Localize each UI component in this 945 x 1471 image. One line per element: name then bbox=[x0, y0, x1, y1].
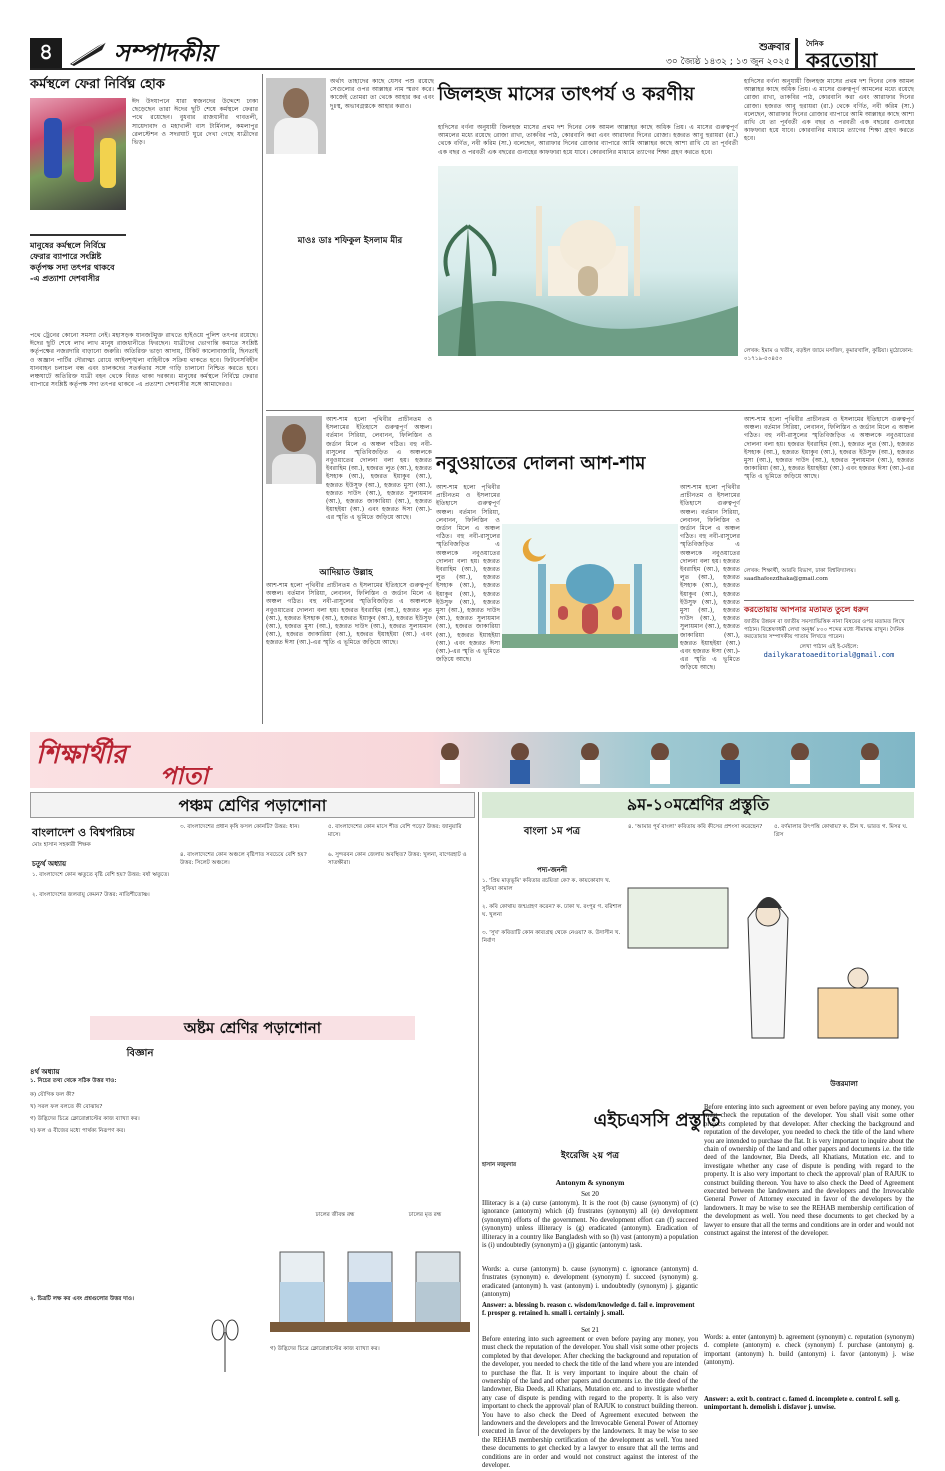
class8-item3: খ) সরল ফল বলতে কী বোঝায়? bbox=[30, 1104, 103, 1110]
col-divider bbox=[262, 74, 263, 724]
banner-photo bbox=[410, 736, 910, 784]
article2-body: আশ-শাম হলো পৃথিবীর প্রাচীনতম ও ইসলামের ইতিহাসে গুরুত্বপূর্ণ অঞ্চল। বর্তমান সিরিয়া, লেবানন, ফিলিস্তিন ও জর্ডান মিলে এ অঞ্চল গঠিত। বহু নবী-রাসুলের স্মৃতিবিজড়িত এ অঞ্চলকে নবুওয়াতের দোলনা বলা হয়। হজরত ইবরাহিম (আ.), হজরত লুত (আ.), হজরত ইসহাক (আ.), হজরত ইয়াকুব (আ.), হজরত ইউসুফ (আ.), হজরত মুসা (আ.), হজরত দাউদ (আ.), হজরত সুলায়মান (আ.), হজরত জাকারিয়া (আ.), হজরত ইয়াহইয়া (আ.) এবং হজরত ঈসা (আ.)-এর স্মৃতি এ ভূমিতে জড়িয়ে আছে। bbox=[326, 416, 432, 522]
notice-email-label: লেখা পাঠান এই ই-মেইলে: bbox=[799, 643, 859, 650]
banner-line2: পাতা bbox=[160, 762, 209, 790]
hsc-title: এইচএসসি প্রস্তুতি bbox=[593, 1110, 721, 1131]
hsc-answer2: Answer: a. exit b. contract c. famed d. incomplete e. control f. sell g. unimportant h. demolish i. disfavor j. unwise. bbox=[704, 1396, 900, 1412]
class9-q2: ২. কবি কোথায় জন্মগ্রহণ করেন? ক. ঢাকা খ. রংপুর গ. বরিশাল ঘ. খুলনা bbox=[482, 904, 622, 918]
notice-body: জাতীয় উন্নয়ন বা জাতীয় সমস্যাভিত্তিক নানা বিষয়ের ওপর মতামত লিখে পাঠান। বিশ্লেষণধর্মী লেখা অনূর্ধ্ব ৮০০ শব্দের মধ্যে সীমাবদ্ধ রাখুন। দৈনিক করতোয়ার সম্পাদকীয় পাতায় লিখতে পারেন। bbox=[744, 619, 905, 641]
article-intro: অর্থাৎ তাহাদের কাছে যেসব পশু রয়েছে সেগুলোর ওপর আল্লাহর নাম স্মরণ করে। কাজেই তোমরা তা থেকে আহার কর এবং দুঃস্থ, অভাবগ্রস্তকে আহার করাও। bbox=[330, 78, 434, 110]
class8-item2: ক) যৌগিক ফল কী? bbox=[30, 1092, 75, 1098]
student-banner bbox=[30, 732, 915, 788]
beaker-label-1: ঢালের জীবন্ত রন্ধ bbox=[315, 1212, 355, 1218]
hsc-set2: Set 21 bbox=[581, 1326, 599, 1334]
article-footer: লেখক: ইমাম ও খতীব, বড়ইল জামে মসজিদ, কুমারখালি, কুষ্টিয়া। মুঠোফোন: ০১৭১৯-৫৩৪৫৩ bbox=[744, 348, 913, 362]
hsc-text2-left: Before entering into such agreement or even before paying any money, you must check the reputation of the developer. You shall visit some other projects completed by that developer. After checking the background and reputation of the developer, you needed to check the title of the land where you are intended to purchase the flat. It is very important to inquire about the chain of ownership of the land and other papers and documents i.e. the title deed of the landowner, Bia Deeds, all Khatians, Mutation etc. and to investigate whether any case of dispute is pending with regard to the property. It is also very important to check the approval/ plan of RAJUK to construct building thereon. You have to also check the Deed of Agreement executed between the landowners and the developers and the Irrevocable General Power of Attorney executed in favor of the developers by the landowners. It may be wise to see the REHAB membership certification of the development as well. You need these documents to get checked by a lawyer to ensure that all the terms and conditions are in order and would not construct against the interest of the developer. bbox=[482, 1336, 698, 1470]
class9-q1: ১. 'প্রিয় মাতৃভূমি' কবিতার রচয়িতা কে? ক. কায়কোবাদ খ. সুফিয়া কামাল bbox=[482, 878, 611, 892]
class8-item1: ১. নিচের তথ্য থেকে সঠিক উত্তর দাও: bbox=[30, 1078, 117, 1084]
class9-q3: ৩. 'সুখ' কবিতাটি কোন কাব্যগ্রন্থ থেকে নেওয়া? ক. উদাসীন খ. নির্বাণ bbox=[482, 930, 621, 944]
hsc-topic: Antonym & synonym bbox=[555, 1178, 625, 1187]
class5-q6: ৬. সুন্দরবন কোন জেলায় অবস্থিত? উত্তর: খুলনা, বাগেরহাট ও সাতক্ষীরা। bbox=[328, 852, 467, 866]
article-zilhaj bbox=[266, 74, 914, 368]
class8-item4: গ) উদ্ভিদের চিত্রে ক্লোরোপ্লাস্টের কাজ ব্যাখ্যা কর। bbox=[30, 1116, 140, 1122]
class8-title: অষ্টম শ্রেণির পড়াশোনা bbox=[90, 1016, 415, 1040]
hsc-set1: Set 20 bbox=[581, 1190, 599, 1198]
flower-diagram bbox=[200, 1312, 250, 1372]
class9-title: ৯ম-১০মশ্রেণির প্রস্তুতি bbox=[482, 792, 914, 818]
class9-section bbox=[482, 792, 914, 1102]
class9-subject: বাংলা ১ম পত্র bbox=[523, 826, 581, 837]
masthead-name: করতোয়া bbox=[806, 48, 878, 72]
hsc-text2: Before entering into such agreement or even before paying any money, you must check the reputation of the developer. You shall visit some other projects completed by that developer. After checking the background and reputation of the developer, you needed to check the title of the land where you are intended to purchase the flat. It is very important to inquire about the chain of ownership of the land and other papers and documents i.e. the title deed of the landowner, Bia Deeds, all Khatians, Mutation etc. and to investigate whether any case of dispute is pending with regard to the property. It is also very important to check the approval/ plan of RAJUK to construct building thereon. You have to also check the Deed of Agreement executed between the landowners and the developers and the Irrevocable General Power of Attorney executed in favor of the developers by the landowners. It may be wise to see the REHAB membership certification of the development as well. You need these documents to get checked by a lawyer to ensure that all the terms and conditions are in order and would not construct against the interest of the developer. bbox=[704, 1104, 914, 1238]
author2-photo bbox=[266, 416, 322, 484]
class8-note: গ) উদ্ভিদের চিত্রে ক্লোরোপ্লাস্টের কাজ ব্যাখ্যা কর। bbox=[270, 1346, 380, 1352]
hsc-text1: Illiteracy is a (a) curse (antonym). It is the root (b) cause (synonym) of (c) ignorance (antonym) which (d) frustrates (synonym) all (e) development (synonym) efforts of the government. No development effort can (f) succeed (synonym) unless illiteracy is (g) eradicated (antonym). Eradication of illiteracy in a country like Bangladesh with so (h) vast (antonym) a population is (i) undoubtedly (synonym) a (j) gigantic (antonym) task. bbox=[482, 1200, 698, 1250]
editorial-main bbox=[30, 74, 258, 724]
page-header bbox=[30, 38, 915, 70]
class5-q5: ৫. বাংলাদেশের কোন মাসে শীত বেশি পড়ে? উত্তর: জানুয়ারি মাসে। bbox=[328, 824, 462, 838]
mosque-illustration bbox=[438, 166, 738, 356]
issue-date: ৩০ জ্যৈষ্ঠ ১৪৩২ ; ১৩ জুন ২০২৫ bbox=[666, 57, 790, 67]
class8-item6: ২. চিত্রটি লক্ষ কর এবং প্রশ্নগুলোর উত্তর দাও। bbox=[30, 1296, 134, 1302]
issue-day: শুক্রবার bbox=[759, 42, 790, 53]
article-asham bbox=[266, 414, 914, 724]
article2-col3: আশ-শাম হলো পৃথিবীর প্রাচীনতম ও ইসলামের ইতিহাসে গুরুত্বপূর্ণ অঞ্চল। বর্তমান সিরিয়া, লেবানন, ফিলিস্তিন ও জর্ডান মিলে এ অঞ্চল গঠিত। বহু নবী-রাসুলের স্মৃতিবিজড়িত এ অঞ্চলকে নবুওয়াতের দোলনা বলা হয়। হজরত ইবরাহিম (আ.), হজরত লুত (আ.), হজরত ইসহাক (আ.), হজরত ইয়াকুব (আ.), হজরত ইউসুফ (আ.), হজরত মুসা (আ.), হজরত দাউদ (আ.), হজরত সুলায়মান (আ.), হজরত জাকারিয়া (আ.), হজরত ইয়াহইয়া (আ.) এবং হজরত ঈসা (আ.)-এর স্মৃতি এ ভূমিতে জড়িয়ে আছে। bbox=[680, 484, 740, 672]
class5-title: পঞ্চম শ্রেণির পড়াশোনা bbox=[30, 792, 475, 818]
article2-body-left: আশ-শাম হলো পৃথিবীর প্রাচীনতম ও ইসলামের ইতিহাসে গুরুত্বপূর্ণ অঞ্চল। বর্তমান সিরিয়া, লেবানন, ফিলিস্তিন ও জর্ডান মিলে এ অঞ্চল গঠিত। বহু নবী-রাসুলের স্মৃতিবিজড়িত এ অঞ্চলকে নবুওয়াতের দোলনা বলা হয়। হজরত ইবরাহিম (আ.), হজরত লুত (আ.), হজরত ইসহাক (আ.), হজরত ইয়াকুব (আ.), হজরত ইউসুফ (আ.), হজরত মুসা (আ.), হজরত দাউদ (আ.), হজরত সুলায়মান (আ.), হজরত জাকারিয়া (আ.), হজরত ইয়াহইয়া (আ.) এবং হজরত ঈসা (আ.)-এর স্মৃতি এ ভূমিতে জড়িয়ে আছে। bbox=[266, 582, 432, 647]
class8-item5: ঘ) ফল ও বীজের মধ্যে পার্থক্য নিরূপণ কর। bbox=[30, 1128, 126, 1134]
editorial-pull-quote: মানুষের কর্মস্থলে নির্বিঘ্নে ফেরার ব্যাপারে সংশ্লিষ্ট কর্তৃপক্ষ সদা তৎপর থাকবে -এ প্রত্যাশা দেশবাসীর bbox=[30, 234, 126, 284]
class5-q2: ২. বাংলাদেশের জলবায়ু কেমন? উত্তর: নাতিশীতোষ্ণ। bbox=[32, 892, 150, 898]
hsc-section bbox=[482, 1104, 914, 1470]
notice-title: করতোয়ায় আপনার মতামত তুলে ধরুন bbox=[744, 605, 869, 614]
editorial-body: পথে ট্রেনের কোনো সমস্যা নেই। মহাসড়ক যানজটমুক্ত রাখতে হাইওয়ে পুলিশ তৎপর রয়েছে। ঈদের ছুটি শেষে লাখ লাখ মানুষ রাজধানীতে ফিরছেন। যাত্রীদের ভোগান্তি কমাতে সংশ্লিষ্ট কর্তৃপক্ষের নজরদারি বাড়ানো জরুরি। অতিরিক্ত ভাড়া আদায়, টিকিট কালোবাজারি, ছিনতাই ও অজ্ঞান পার্টির দৌরাত্ম্য রোধে আইনশৃঙ্খলা বাহিনীকে সক্রিয় থাকতে হবে। ফিটনেসবিহীন যানবাহন চলাচল বন্ধ এবং চালকদের সতর্কতার সঙ্গে গাড়ি চালানো নিশ্চিত করতে হবে। লঞ্চঘাটে অতিরিক্ত যাত্রী বহন থেকে বিরত থাকা দরকার। মানুষের কর্মস্থলে নির্বিঘ্নে ফেরার ব্যাপারে সংশ্লিষ্ট কর্তৃপক্ষ সদা তৎপর থাকবে -এ প্রত্যাশা দেশবাসীর সঙ্গে আমাদেরও। bbox=[30, 332, 258, 389]
article2-author: আদিয়াত উল্লাহ bbox=[319, 568, 373, 578]
teacher-illustration bbox=[628, 878, 914, 1054]
beaker-figure bbox=[270, 1212, 470, 1332]
article-body: হাদিসের বর্ণনা অনুযায়ী জিলহজ মাসের প্রথম দশ দিনের নেক আমল আল্লাহর কাছে অধিক প্রিয়। এ মাসের গুরুত্বপূর্ণ আমলের মধ্যে রয়েছে রোজা রাখা, তাকবির পাঠ, কোরবানি করা এবং আরাফার দিনের রোজা। হজরত আবু হুরায়রা (রা.) থেকে বর্ণিত, নবী করিম (সা.) বলেছেন, আরাফার দিনের রোজার ব্যাপারে আমি আল্লাহর কাছে আশা রাখি যে তা পূর্ববর্তী এক বছর ও পরবর্তী এক বছরের গুনাহের কাফফারা হয়ে যাবে। কোরবানির মাধ্যমে ত্যাগের শিক্ষা গ্রহণ করতে হবে। bbox=[438, 124, 738, 156]
hsc-words2: Words: a. enter (antonym) b. agreement (synonym) c. reputation (synonym) d. complete (antonym) e. check (synonym) f. purchase (antonym) g. important (antonym) h. build (antonym) i. favor (antonym) j. wise (antonym). bbox=[704, 1334, 914, 1367]
article2-title: নবুওয়াতের দোলনা আশ-শাম bbox=[436, 453, 646, 474]
masthead-small: দৈনিক bbox=[806, 40, 824, 48]
hsc-teacher: হাসান মজুমদার bbox=[482, 1162, 517, 1168]
class5-chapter: চতুর্থ অধ্যায় bbox=[32, 860, 67, 868]
class5-q3: ৩. বাংলাদেশের প্রধান কৃষি ফসল কোনটি? উত্তর: ধান। bbox=[180, 824, 300, 830]
hsc-subject: ইংরেজি ২য় পত্র bbox=[561, 1151, 619, 1161]
terminal-photo bbox=[30, 98, 126, 210]
hsc-words1: Words: a. curse (antonym) b. cause (synonym) c. ignorance (antonym) d. frustrates (synonym) e. development (synonym) f. succeed (synonym) g. eradicated (antonym) h. vast (antonym) i. undoubtedly (synonym) j. gigantic (antonym) bbox=[482, 1266, 698, 1299]
lower-col-divider bbox=[478, 792, 479, 1436]
class9-q5: ৫. বর্ণমালার উৎপত্তি কোথায়? ক. চীন খ. ভারত গ. মিসর ঘ. গ্রিস bbox=[774, 824, 908, 838]
opinion-notice bbox=[744, 600, 914, 720]
class8-section bbox=[30, 1016, 475, 1436]
class8-subject: বিজ্ঞান bbox=[126, 1048, 154, 1059]
class9-section-label: পদ্য-জননী bbox=[537, 866, 567, 874]
section-divider bbox=[266, 410, 914, 411]
article-col3: হাদিসের বর্ণনা অনুযায়ী জিলহজ মাসের প্রথম দশ দিনের নেক আমল আল্লাহর কাছে অধিক প্রিয়। এ মাসের গুরুত্বপূর্ণ আমলের মধ্যে রয়েছে রোজা রাখা, তাকবির পাঠ, কোরবানি করা এবং আরাফার দিনের রোজা। হজরত আবু হুরায়রা (রা.) থেকে বর্ণিত, নবী করিম (সা.) বলেছেন, আরাফার দিনের রোজার ব্যাপারে আমি আল্লাহর কাছে আশা রাখি যে তা পূর্ববর্তী এক বছর ও পরবর্তী এক বছরের গুনাহের কাফফারা হয়ে যাবে। কোরবানির মাধ্যমে ত্যাগের শিক্ষা গ্রহণ করতে হবে। bbox=[744, 78, 914, 143]
class5-q4: ৪. বাংলাদেশের কোন অঞ্চলে বৃষ্টিপাত সবচেয়ে বেশি হয়? উত্তর: সিলেট অঞ্চলে। bbox=[180, 852, 307, 866]
page-number: ৪ bbox=[30, 38, 62, 68]
article2-col2: আশ-শাম হলো পৃথিবীর প্রাচীনতম ও ইসলামের ইতিহাসে গুরুত্বপূর্ণ অঞ্চল। বর্তমান সিরিয়া, লেবানন, ফিলিস্তিন ও জর্ডান মিলে এ অঞ্চল গঠিত। বহু নবী-রাসুলের স্মৃতিবিজড়িত এ অঞ্চলকে নবুওয়াতের দোলনা বলা হয়। হজরত ইবরাহিম (আ.), হজরত লুত (আ.), হজরত ইসহাক (আ.), হজরত ইয়াকুব (আ.), হজরত ইউসুফ (আ.), হজরত মুসা (আ.), হজরত দাউদ (আ.), হজরত সুলায়মান (আ.), হজরত জাকারিয়া (আ.), হজরত ইয়াহইয়া (আ.) এবং হজরত ঈসা (আ.)-এর স্মৃতি এ ভূমিতে জড়িয়ে আছে। bbox=[436, 484, 500, 664]
article2-col4: আশ-শাম হলো পৃথিবীর প্রাচীনতম ও ইসলামের ইতিহাসে গুরুত্বপূর্ণ অঞ্চল। বর্তমান সিরিয়া, লেবানন, ফিলিস্তিন ও জর্ডান মিলে এ অঞ্চল গঠিত। বহু নবী-রাসুলের স্মৃতিবিজড়িত এ অঞ্চলকে নবুওয়াতের দোলনা বলা হয়। হজরত ইবরাহিম (আ.), হজরত লুত (আ.), হজরত ইসহাক (আ.), হজরত ইয়াকুব (আ.), হজরত ইউসুফ (আ.), হজরত মুসা (আ.), হজরত দাউদ (আ.), হজরত সুলায়মান (আ.), হজরত জাকারিয়া (আ.), হজরত ইয়াহইয়া (আ.) এবং হজরত ঈসা (আ.)-এর স্মৃতি এ ভূমিতে জড়িয়ে আছে। bbox=[744, 416, 914, 481]
beaker-label-2: ঢালের মৃত রন্ধ bbox=[408, 1212, 442, 1218]
editorial-title: কর্মস্থলে ফেরা নির্বিঘ্ন হোক bbox=[30, 77, 165, 92]
class5-section bbox=[30, 792, 475, 1012]
class5-subject: বাংলাদেশ ও বিশ্বপরিচয় bbox=[32, 826, 135, 839]
notice-email[interactable]: dailykaratoaeditorial@gmail.com bbox=[763, 651, 895, 660]
banner-line1: শিক্ষার্থীর bbox=[36, 740, 127, 770]
class9-note-title: উত্তরমালা bbox=[830, 1080, 858, 1088]
section-title: সম্পাদকীয় bbox=[114, 39, 216, 67]
author-photo bbox=[266, 78, 326, 154]
article-title: জিলহজ মাসের তাৎপর্য ও করণীয় bbox=[438, 83, 695, 105]
crescent-mosque-illustration bbox=[502, 524, 678, 648]
masthead-box bbox=[795, 38, 915, 72]
article-author: মাওঃ ডাঃ শফিকুল ইসলাম মীর bbox=[297, 236, 403, 246]
class5-q1: ১. বাংলাদেশে কোন ঋতুতে বৃষ্টি বেশি হয়? উত্তর: বর্ষা ঋতুতে। bbox=[32, 872, 170, 878]
class5-teacher: মোঃ হাসান সহকারী শিক্ষক bbox=[32, 842, 91, 848]
class8-chapter: ৪র্থ অধ্যায় bbox=[30, 1068, 60, 1076]
pen-icon bbox=[68, 40, 112, 66]
editorial-side-text: ঈদ উদযাপনে যারা স্বজনদের উদ্দেশে ঢাকা ছেড়েছেন তারা ঈদের ছুটি শেষে কর্মস্থলে ফেরার পথে রয়েছেন। বুধবার রাজধানীর গাবতলী, সায়েদাবাদ ও মহাখালী বাস টার্মিনাল, কমলাপুর রেলস্টেশন ও সদরঘাট ঘুরে দেখা গেছে যাত্রীদের ভিড়। bbox=[132, 98, 258, 147]
hsc-answer1: Answer: a. blessing b. reason c. wisdom/knowledge d. fail e. improvement f. prosper g. retained h. small i. certainly j. small. bbox=[482, 1302, 695, 1318]
article2-footer: লেখক: শিক্ষার্থী, আরবি বিভাগ, ঢাকা বিশ্ববিদ্যালয়। saadhafeezdhaka@gmail.com bbox=[744, 568, 856, 582]
class9-q4: ৪. 'আমার পূর্ব বাংলা' কবিতায় কবি কীসের প্রশংসা করেছেন? bbox=[628, 824, 763, 830]
